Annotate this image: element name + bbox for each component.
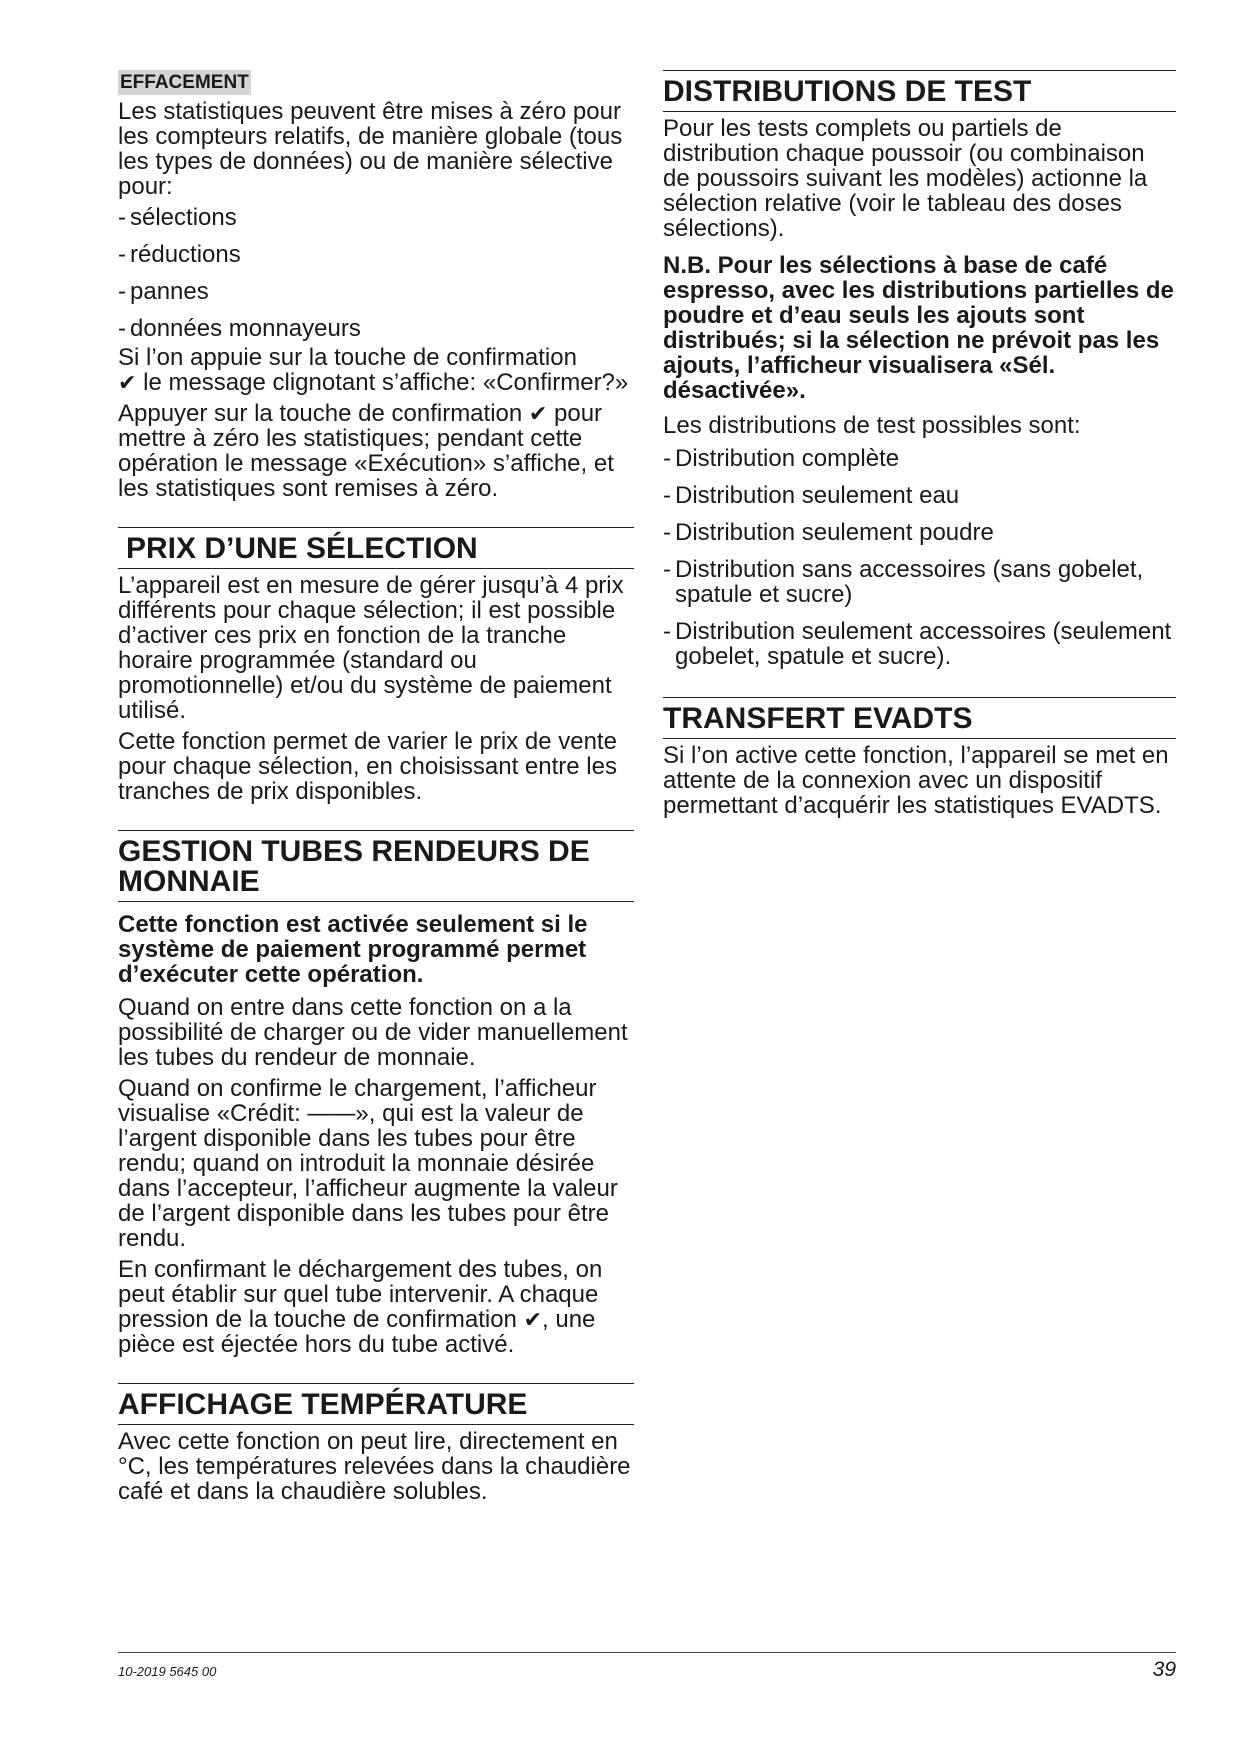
affichage-paragraph-1: Avec cette fonction on peut lire, directement en °C, les températures relevées dans la chaudière café et dans la chaudière solubles. <box>118 1428 631 1505</box>
list-item: - Distribution seulement eau <box>663 482 960 509</box>
effacement-section <box>118 70 634 501</box>
check-mark-icon: ✔ <box>118 370 137 395</box>
footer-document-code: 10-2019 5645 00 <box>118 1664 217 1679</box>
prix-section <box>118 527 634 804</box>
transfert-section <box>663 697 1176 818</box>
distributions-paragraph-2: Les distributions de test possibles sont: <box>663 412 1081 439</box>
list-item: - Distribution sans accessoires (sans gobelet, spatule et sucre) <box>663 556 1144 608</box>
distributions-section <box>663 70 1176 669</box>
affichage-section <box>118 1383 634 1504</box>
check-mark-icon: ✔ <box>523 1307 543 1332</box>
section-title: DISTRIBUTIONS DE TEST <box>663 75 1032 108</box>
footer-divider <box>118 1652 1176 1653</box>
effacement-paragraph-2: Si l’on appuie sur la touche de confirmation ✔ le message clignotant s’affiche: «Confirmer?» <box>118 344 629 396</box>
section-title: GESTION TUBES RENDEURS DE MONNAIE <box>118 835 590 898</box>
section-header <box>663 70 1176 112</box>
effacement-paragraph-3: Appuyer sur la touche de confirmation ✔ pour mettre à zéro les statistiques; pendant cette opération le message «Exécution» s’affiche, et les statistiques sont remises à zéro. <box>118 400 614 502</box>
distributions-nb-note: N.B. Pour les sélections à base de café espresso, avec les distributions partielles de poudre et d’eau seuls les ajouts sont distribués; si la sélection ne prévoit pas les ajouts, l’afficheur visualisera «Sél. désactivée». <box>663 252 1174 404</box>
page-number: 39 <box>1152 1658 1176 1681</box>
section-header <box>118 830 634 902</box>
effacement-paragraph-1: Les statistiques peuvent être mises à zéro pour les compteurs relatifs, de manière globale (tous les types de données) ou de manière sélective pour: <box>118 98 623 200</box>
list-item: - données monnayeurs <box>118 315 361 342</box>
section-header <box>118 1383 634 1425</box>
list-item: - Distribution complète <box>663 445 900 472</box>
list-item: - Distribution seulement accessoires (seulement gobelet, spatule et sucre). <box>663 618 1172 670</box>
distributions-paragraph-1: Pour les tests complets ou partiels de distribution chaque poussoir (ou combinaison de poussoirs suivant les modèles) actionne la sélection relative (voir le tableau des doses sélections). <box>663 115 1148 242</box>
section-title: TRANSFERT EVADTS <box>663 702 973 735</box>
transfert-paragraph-1: Si l’on active cette fonction, l’appareil se met en attente de la connexion avec un dispositif permettant d’acquérir les statistiques EVADTS. <box>663 742 1169 819</box>
list-item: - sélections <box>118 204 237 231</box>
effacement-label: EFFACEMENT <box>120 72 249 93</box>
right-column <box>663 70 1176 818</box>
section-title: AFFICHAGE TEMPÉRATURE <box>118 1388 528 1421</box>
prix-paragraph-1: L’appareil est en mesure de gérer jusqu’à 4 prix différents pour chaque sélection; il est possible d’activer ces prix en fonction de la tranche horaire programmée (standard ou promotionnelle) et/ou du système de paiement utilisé. <box>118 572 624 724</box>
left-column <box>118 70 634 1504</box>
gestion-paragraph-3: En confirmant le déchargement des tubes, on peut établir sur quel tube intervenir. A chaque pression de la touche de confirmation ✔, une pièce est éjectée hors du tube activé. <box>118 1256 603 1358</box>
gestion-section <box>118 830 634 1357</box>
prix-paragraph-2: Cette fonction permet de varier le prix de vente pour chaque sélection, en choisissant entre les tranches de prix disponibles. <box>118 728 617 805</box>
list-item: - Distribution seulement poudre <box>663 519 994 546</box>
check-mark-icon: ✔ <box>528 401 548 426</box>
list-item: - pannes <box>118 278 209 305</box>
gestion-paragraph-1: Quand on entre dans cette fonction on a la possibilité de charger ou de vider manuellement les tubes du rendeur de monnaie. <box>118 994 628 1071</box>
list-item: - réductions <box>118 241 241 268</box>
section-title: PRIX D’UNE SÉLECTION <box>126 532 478 565</box>
section-header <box>663 697 1176 739</box>
section-header <box>118 527 634 569</box>
gestion-bold-note: Cette fonction est activée seulement si le système de paiement programmé permet d’exécuter cette opération. <box>118 911 588 988</box>
gestion-paragraph-2: Quand on confirme le chargement, l’afficheur visualise «Crédit: ——», qui est la valeur de l’argent disponible dans les tubes pour être rendu; quand on introduit la monnaie désirée dans l’accepteur, l’afficheur augmente la valeur de l’argent disponible dans les tubes pour être rendu. <box>118 1075 618 1252</box>
